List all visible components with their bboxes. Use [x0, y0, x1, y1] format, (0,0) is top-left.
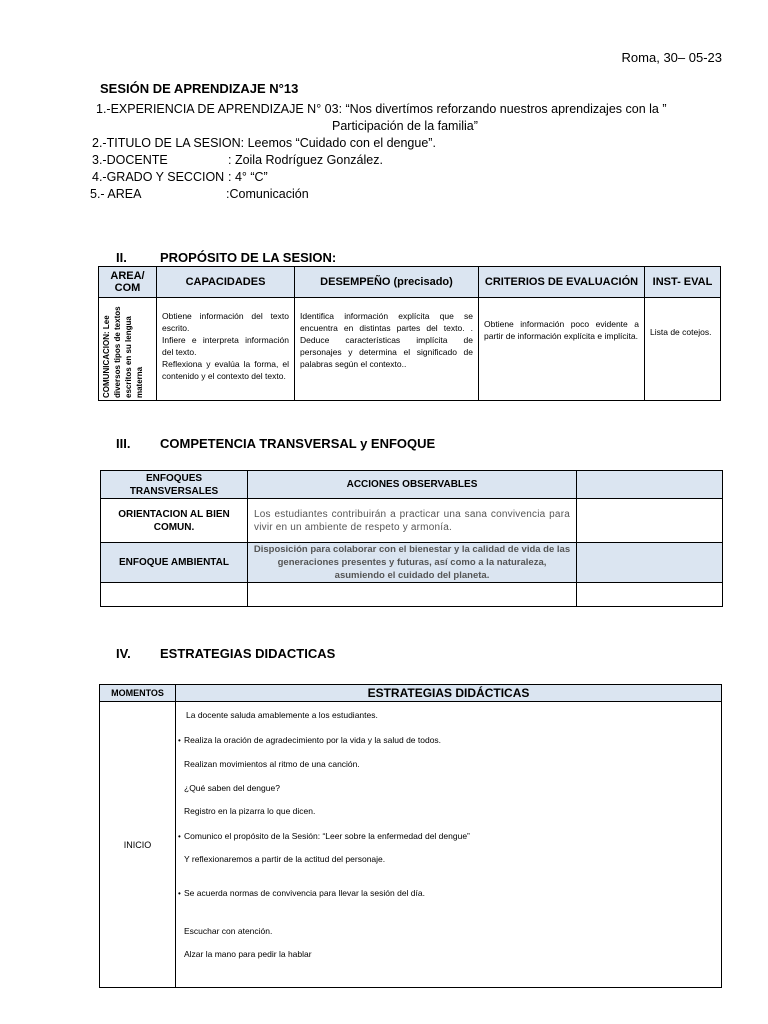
header-instrumento: INST- EVAL [645, 267, 721, 298]
section-4-number: IV. [116, 646, 131, 661]
strategy-text: ¿Qué saben del dengue? [184, 783, 280, 793]
empty-cell [248, 583, 577, 607]
header-desempeno: DESEMPEÑO (precisado) [295, 267, 479, 298]
header-capacidades: CAPACIDADES [157, 267, 295, 298]
strategy-text: Alzar la mano para pedir la hablar [184, 949, 312, 959]
bullet-icon: • [178, 889, 181, 898]
strategy-item [184, 806, 315, 816]
docente-value: : Zoila Rodríguez González. [228, 153, 383, 167]
strategy-item [184, 854, 385, 864]
strategy-text: Escuchar con atención. [184, 926, 273, 936]
strategy-text: Comunico el propósito de la Sesión: “Leer sobre la enfermedad del dengue” [184, 831, 470, 841]
strategy-text: Y reflexionaremos a partir de la actitud del personaje. [184, 854, 386, 864]
header-momentos: MOMENTOS [100, 685, 176, 702]
header-acciones: ACCIONES OBSERVABLES [248, 471, 577, 499]
area-cell [99, 298, 157, 401]
criterios-cell: Obtiene información poco evidente a partir de información explícita e implícita. [479, 298, 645, 401]
transversal-table [100, 470, 723, 607]
section-2-number: II. [116, 250, 127, 265]
docente-label: 3.-DOCENTE [92, 153, 168, 167]
moment-cell: INICIO [100, 702, 176, 988]
grado-label: 4.-GRADO Y SECCION [92, 170, 225, 184]
enfoque-text: Disposición para colaborar con el bienestar y la calidad de vida de las generaciones presentes y futuras, así como a la naturaleza, asumiendo el cuidado del planeta. [248, 543, 577, 583]
experience-line-1: 1.-EXPERIENCIA DE APRENDIZAJE N° 03: “Nos divertímos reforzando nuestros aprendizajes con la ” [96, 102, 667, 116]
strategies-table [99, 684, 722, 988]
strategy-item [178, 888, 425, 898]
bullet-icon: • [178, 832, 181, 841]
area-vertical-text: COMUNICACION: Lee diversos tipos de textos escritos en su lengua materna [102, 306, 144, 398]
area-value: :Comunicación [226, 187, 309, 201]
section-3-number: III. [116, 436, 131, 451]
empty-cell [101, 583, 248, 607]
strategy-item [178, 735, 441, 745]
empty-cell [577, 499, 723, 543]
section-3-heading [116, 436, 435, 451]
strategy-item [184, 759, 360, 769]
section-4-title: ESTRATEGIAS DIDACTICAS [160, 646, 336, 661]
strategies-cell [176, 702, 722, 988]
instrumento-cell: Lista de cotejos. [645, 298, 721, 401]
strategy-text: Se acuerda normas de convivencia para llevar la sesión del día. [184, 888, 425, 898]
strategy-item [178, 831, 470, 841]
empty-cell [577, 543, 723, 583]
bullet-icon: • [178, 736, 181, 745]
experience-line-2: Participación de la familia” [332, 119, 478, 133]
strategy-item [184, 926, 272, 936]
desempeno-cell: Identifica información explícita que se encuentra en distintas partes del texto. . Deduce características implícita de personajes y determina el significado de palabras según el contexto.. [295, 298, 479, 401]
strategy-item [184, 783, 280, 793]
session-name: 2.-TITULO DE LA SESION: Leemos “Cuidado con el dengue”. [92, 136, 436, 150]
strategies-list [176, 702, 721, 986]
strategy-text: Realizan movimientos al ritmo de una canción. [184, 759, 360, 769]
document-date: Roma, 30– 05-23 [621, 50, 722, 65]
header-estrategias: ESTRATEGIAS DIDÁCTICAS [176, 685, 722, 702]
empty-cell [577, 583, 723, 607]
grado-value: : 4° “C” [228, 170, 268, 184]
strategy-text: Realiza la oración de agradecimiento por la vida y la salud de todos. [184, 735, 442, 745]
strategy-text: Registro en la pizarra lo que dicen. [184, 806, 316, 816]
section-4-heading [116, 646, 335, 661]
section-3-title: COMPETENCIA TRANSVERSAL y ENFOQUE [160, 436, 436, 451]
strategy-text: La docente saluda amablemente a los estudiantes. [186, 710, 378, 720]
strategy-item [186, 710, 378, 720]
capacidades-cell: Obtiene información del texto escrito. Infiere e interpreta información del texto. Reflexiona y evalúa la forma, el contenido y el contexto del texto. [157, 298, 295, 401]
enfoque-text: Los estudiantes contribuirán a practicar una sana convivencia para vivir en un ambiente de respeto y armonía. [248, 499, 577, 543]
purpose-table [98, 266, 721, 401]
area-label: 5.- AREA [90, 187, 142, 201]
section-2-title: PROPÓSITO DE LA SESION: [160, 250, 337, 265]
section-2-heading [116, 250, 336, 265]
strategy-item [184, 949, 312, 959]
enfoque-label: ENFOQUE AMBIENTAL [101, 543, 248, 583]
enfoque-label: ORIENTACION AL BIEN COMUN. [101, 499, 248, 543]
header-criterios: CRITERIOS DE EVALUACIÓN [479, 267, 645, 298]
header-blank [577, 471, 723, 499]
header-area: AREA/ COM [99, 267, 157, 298]
header-enfoques: ENFOQUES TRANSVERSALES [101, 471, 248, 499]
session-title: SESIÓN DE APRENDIZAJE N°13 [100, 81, 299, 96]
